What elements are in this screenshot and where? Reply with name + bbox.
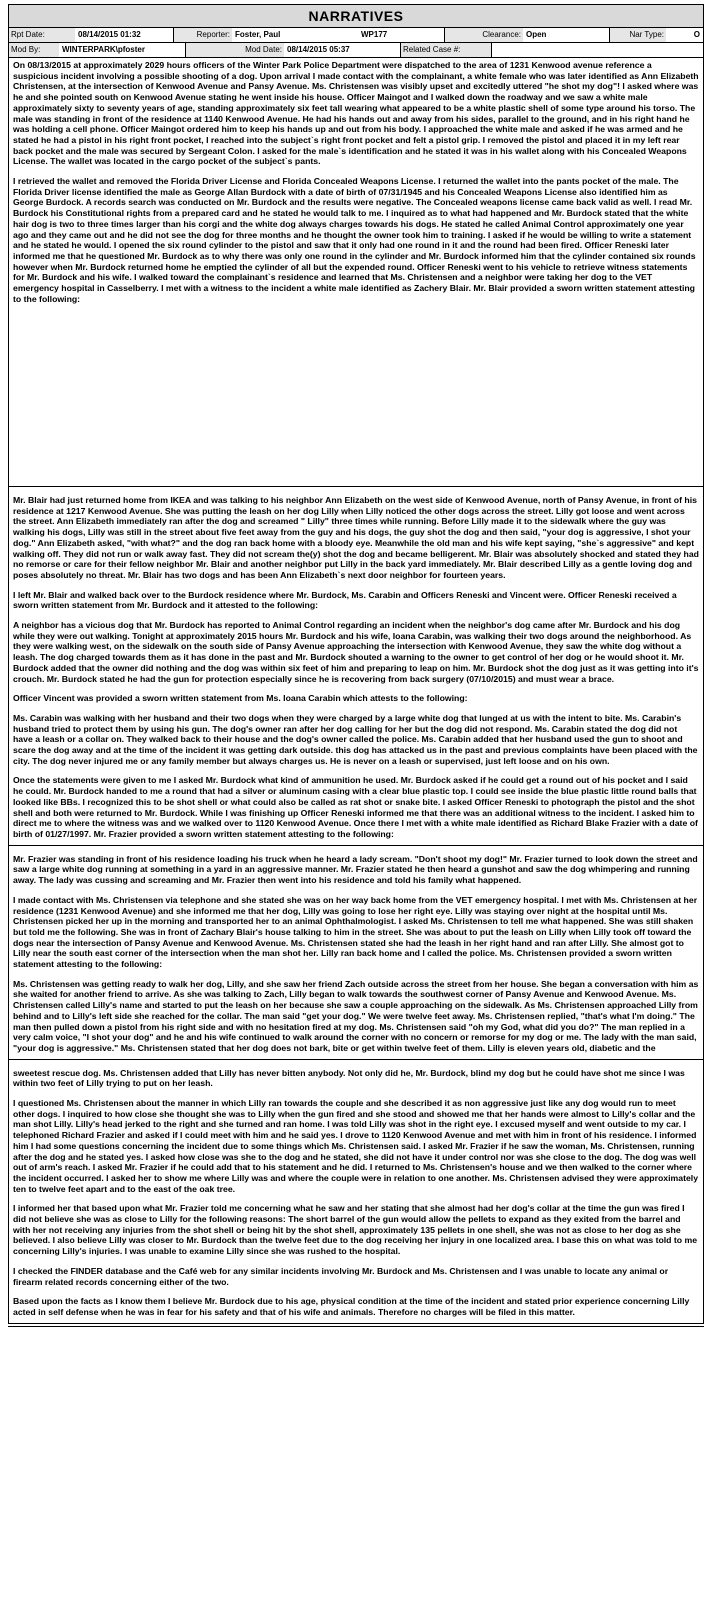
narrative-paragraph: Ms. Carabin was walking with her husband and their two dogs when they were charged by a large white dog that lunged at us with the intent to bite. Ms. Carabin's husband tried to protect them by using his gun. The dog's owner ran after her dog calling for her but the dog did not respond. Ms. Carabin stated the dog did not have a leash or a collar on. They walked back to their house and the dog's owner called the police. Ms. Carabin added that her husband used the gun to shoot and scare the dog away and at the time of the incident it was getting dark outside. this dog has attacked us in the past and previous complaints have been placed with the city. The dog never injured me or any family member but always charges us. He is never on a leash or supervised, just left loose and on his own. xyxy=(13,712,698,766)
clearance-label: Clearance: xyxy=(445,28,523,42)
narrative-paragraph: Mr. Frazier was standing in front of his residence loading his truck when he heard a lady scream. "Don't shoot my dog!" Mr. Frazier turned to look down the street and saw a large white dog running at something in a yard in an aggressive manner. Mr. Frazier stated he then heard a gunshot and saw the dog whimpering and running away. The lady was cussing and screaming and Mr. Frazier then went into his residence and told his family what happened. xyxy=(13,853,698,886)
narrative-paragraph: Once the statements were given to me I asked Mr. Burdock what kind of ammunition he used. Mr. Burdock asked if he could get a round out of his pocket and I said he could. Mr. Burdock handed to me a round that had a silver or aluminum casing with a clear blue plastic top. I could see inside the blue plastic little round balls that looked like BBs. I recognized this to be shot shell or what could also be called as rat shot or snake bite. I asked Officer Reneski to photograph the pistol and the shot shell and both were returned to Mr. Burdock. While I was finishing up Officer Reneski informed me that there was an additional witness to the incident. I asked him to direct me to where the witness was and we walked over to 1120 Kenwood Avenue. Once there I met with a white male identified as Richard Blake Frazier with a date of birth of 01/27/1997. Mr. Frazier provided a sworn written statement attesting to the following: xyxy=(13,775,698,839)
narrative-section-3 xyxy=(8,852,704,1060)
mod-by-label: Mod By: xyxy=(9,43,59,57)
narrative-paragraph: sweetest rescue dog. Ms. Christensen added that Lilly has never bitten anybody. Not only did he, Mr. Burdock, blind my dog but he could have shot me since I was within two feet of Lilly trying to put on her leash. xyxy=(13,1067,685,1089)
narrative-section-1 xyxy=(8,58,704,487)
narrative-paragraph: I questioned Ms. Christensen about the manner in which Lilly ran towards the couple and she described it as non aggressive just like any dog would run to meet other dogs. I inquired to how close she thought she was to Lilly when the gun fired and she stood and showed me that her hands were almost to Lilly's collar and the man shot Lilly. Lilly's head jerked to the right and she turned and ran home. I was told Lilly was shot in the right eye. I excused myself and went outside to my car. I telephoned Richard Frazier and asked if I could meet with him and he said yes. I drove to 1120 Kenwood Avenue and met with him in front of his residence. I informed him I had some questions concerning the incident due to some things which Ms. Christensen said. I asked Mr. Frazier if he saw the woman, Ms. Christensen, running after the dog and he stated yes. I asked how close was she to the dog and he stated, she did not have it under control nor was she close to the dog. The dog was well out of arm's reach. I asked Mr. Frazier if he could add that to his statement and he did. I returned to Ms. Christensen's house and we then walked to the corner where the incident occurred. I asked her to show me where Lilly was and where the couple were in relation to one another. Ms. Christensen advised they were approximately ten to twelve feet apart and to the east of the oak tree. xyxy=(13,1098,699,1194)
narrative-paragraph: I informed her that based upon what Mr. Frazier told me concerning what he saw and her stating that she almost had her dog's collar at the time the gun was fired I did not believe she was as close to Lilly for the following reasons: The short barrel of the gun would allow the pellets to expand as they exited from the barrel and with her not receiving any injuries from the shot shell or being hit by the shot shell, approximately 135 pellets in one shell, she was not as close to her dog as she believed. I also believe Lilly was closer to Mr. Burdock than the twelve feet due to the dog receiving her injury in one localized area. I base this on what was told to me concerning Lilly's injuries. I was unable to examine Lilly since she was rushed to the hospital. xyxy=(13,1203,698,1257)
narrative-paragraph: Mr. Blair had just returned home from IKEA and was talking to his neighbor Ann Elizabeth on the west side of Kenwood Avenue, north of Pansy Avenue, in front of his residence at 1217 Kenwood Avenue. She was putting the leash on her dog Lilly when Lilly noticed the other dogs across the street. Lilly got loose and went across the street. Ann Elizabeth immediately ran after the dog and screamed " Lilly" three times while running. Before Lilly made it to the sidewalk where the guy was walking his dogs, Lilly was still in the street about five feet away from the guy and his dogs, the guy shot the dog and then said, "your dog is aggressive, I shot your dog." Ann Elizabeth asked, "with what?" and the dog ran back home with a bloody eye. Meanwhile the old man and his wife kept saying, "she`s aggressive" and kept walking off. They did not run or walk away fast. They did not scream the(y) shot the dog and became belligerent. Mr. Blair was absolutely shocked and stated they had no remorse or care for their fellow neighbor Mr. Blair and another neighbor put Lilly in the back yard immediately. Mr. Blair described Lilly as a gentle loving dog and poses absolutely no threat. Mr. Blair has two dogs and has been Ann Elizabeth`s next door neighbor for fourteen years. xyxy=(13,495,699,580)
narrative-paragraph: I left Mr. Blair and walked back over to the Burdock residence where Mr. Burdock, Ms. Carabin and Officers Reneski and Vincent were. Officer Reneski received a sworn written statement from Mr. Burdock and it attested to the following: xyxy=(13,589,677,611)
reporter-badge: WP177 xyxy=(358,28,445,42)
narrative-paragraph: A neighbor has a vicious dog that Mr. Burdock has reported to Animal Control regarding an incident when the neighbor's dog came after Mr. Burdock and his dog while they were out walking. Tonight at approximately 2015 hours Mr. Burdock and his wife, Ioana Carabin, was walking their two dogs around the neighborhood. As they were walking west, on the sidewalk on the south side of Pansy Avenue approaching the intersection with Kenwood Avenue, they saw the white dog without a leash. The dog charged towards them as it has done in the past and Mr. Burdock shouted a warning to the owner to get control of her dog or he would shoot it. Mr. Burdock added that the owner did nothing and the dog was within six feet of him and preparing to leap on him. Mr. Burdock shot the dog just as it was getting into it's crouch. Mr. Burdock stated he had the gun for protection especially since he is recovering from back surgery (07/10/2015) and must wear a brace. xyxy=(13,620,699,684)
mod-date-label: Mod Date: xyxy=(186,43,284,57)
rpt-date-label: Rpt Date: xyxy=(9,28,75,42)
related-case-label: Related Case #: xyxy=(401,43,492,57)
related-case-value xyxy=(492,43,703,57)
header-row-1 xyxy=(8,28,704,43)
reporter-value: Foster, Paul xyxy=(235,30,281,39)
narrative-paragraph: On 08/13/2015 at approximately 2029 hours officers of the Winter Park Police Department were dispatched to the area of 1231 Kenwood avenue reference a suspicious incident involving a possible shooting of a dog. Upon arrival I made contact with the complainant, a white female who was later identified as Ann Elizabeth Christensen, at the intersection of Kenwood Avenue and Pansy Avenue. Ms. Christensen was visibly upset and excitedly uttered "he shot my dog"! I asked where was he and she pointed south on Kenwood Avenue stating he went inside his house. Officer Maingot and I walked down the roadway and we saw a white male approximately sixty to seventy years of age, standing approximately six feet tall wearing what appeared to be a white plastic shell of some type around his torso. The male was standing in front of the residence at 1140 Kenwood Avenue. He had his hands out and away from his sides, parallel to the ground, and in his right hand he was holding a cell phone. Officer Maingot ordered him to keep his hands up and out from his body. I approached the white male and asked if he was armed and he stated he had a pistol in his right front pocket, I reached into the subject`s right front pocket and felt a pistol grip. I removed the pistol and placed it in my left rear back pocket and the male was secured by Sergeant Colon. I asked for the male`s identification and he stated it was in his wallet along with his Concealed Weapons License. The wallet was located in the cargo pocket of the subject`s pants. xyxy=(13,60,699,167)
mod-date-value: 08/14/2015 05:37 xyxy=(284,43,401,57)
narrative-paragraph: Ms. Christensen was getting ready to walk her dog, Lilly, and she saw her friend Zach outside across the street from her house. She began a conversation with him as she waited for another friend to arrive. As she was talking to Zach, Lilly began to walk towards the southwest corner of Pansy Avenue and Kenwood Avenue. Ms. Christensen called Lilly's name and started to put the leash on her because she saw a couple approaching on the sidewalk. As Ms. Christensen approached Lilly from behind and to Lilly's left side she reached for the collar. The man said "get your dog." We were twelve feet away. Ms. Christensen replied, "that's what I'm doing." The man then pulled down a pistol from his right side and with no hesitation fired at my dog. Ms. Christensen said "oh my God, what did you do?" The man replied in a very calm voice, "I shot your dog" and he and his wife continued to walk around the corner with no concern or remorse for my dog or me. The lady with the man said, "your dog is aggressive." Ms. Christensen stated that her dog does not bark, bite or get within twelve feet of them. Lilly is eleven years old, diabetic and the xyxy=(13,978,699,1053)
clearance-value: Open xyxy=(523,28,610,42)
page-footer-rule xyxy=(8,1326,704,1333)
narrative-paragraph: I checked the FINDER database and the Café web for any similar incidents involving Mr. Burdock and Ms. Christensen and I was unable to locate any animal or firearm related records concerning either of the two. xyxy=(13,1265,669,1287)
reporter-label: Reporter: xyxy=(174,28,232,42)
nar-type-label: Nar Type: xyxy=(610,28,666,42)
rpt-date-value: 08/14/2015 01:32 xyxy=(75,28,174,42)
header-row-2 xyxy=(8,43,704,58)
narrative-section-4 xyxy=(8,1066,704,1324)
narrative-paragraph: I retrieved the wallet and removed the Florida Driver License and Florida Concealed Weapons License. I returned the wallet into the pants pocket of the male. The Florida Driver license identified the male as George Allan Burdock with a date of birth of 07/31/1945 and his Concealed Weapons License also identified him as George Burdock. A records search was conducted on Mr. Burdock and the results were negative. The Concealed weapons license came back valid as well. I read Mr. Burdock his Constitutional rights from a prepared card and he stated he would talk to me. I inquired as to what had happened and Mr. Burdock stated that the white hair dog is two to three times larger than his corgi and the white dog always charges towards his dogs. He stated he called Animal Control approximately one year ago and they came out and he did not see the dog for three months and he thought the owner took him to training. I asked if he would be willing to write a statement and he stated he would. I opened the six round cylinder to the pistol and saw that it only had one round in it and the round had been fired. Officer Reneski later informed me that he questioned Mr. Burdock as to why there was only one round in the cylinder and Mr. Burdock informed him that the cylinder contained six rounds however when Mr. Burdock returned home he emptied the cylinder of all but the expended round. Officer Reneski went to his vehicle to retrieve witness statements for Mr. Burdock and his wife. I walked toward the complainant`s residence and learned that Ms. Christensen and a neighbor were taking her dog to the VET emergency hospital in Casselberry. I met with a witness to the incident a white male identified as Zachery Blair. Mr. Blair provided a sworn written statement attesting to the following: xyxy=(13,176,696,304)
nar-type-value: O xyxy=(693,30,700,39)
narrative-paragraph: Based upon the facts as I know them I believe Mr. Burdock due to his age, physical condition at the time of the incident and stated prior experience concerning Lilly acted in self defense when he was in fear for his safety and that of his wife and animals. Therefore no charges will be filed in this matter. xyxy=(13,1296,690,1317)
narratives-report xyxy=(8,4,704,1333)
report-title: NARRATIVES xyxy=(8,4,704,28)
narrative-section-2 xyxy=(8,493,704,846)
narrative-paragraph: I made contact with Ms. Christensen via telephone and she stated she was on her way back home from the VET emergency hospital. I met with Ms. Christensen at her residence (1231 Kenwood Avenue) and she informed me that her dog, Lilly was going to lose her right eye. Lilly was staying over night at the hospital until Ms. Christensen picked her up in the morning and transported her to an animal Ophthalmologist. I asked Ms. Christensen to tell me what happened. She was still shaken but told me the following. She was in front of Zachary Blair's house talking to him in the street. She was about to put the leash on Lilly when Lilly took off toward the dogs near the intersection of Pansy Avenue and Kenwood Avenue. Ms. Christensen stated she had the leash in her right hand and ran after Lilly. She almost got to Lilly near the south east corner of the intersection when the man shot her. Lilly ran back home and I called the police. Ms. Christensen provided a sworn written statement attesting to the following: xyxy=(13,894,698,970)
narrative-paragraph: Officer Vincent was provided a sworn written statement from Ms. Ioana Carabin which attests to the following: xyxy=(13,693,468,704)
mod-by-value: WINTERPARK\pfoster xyxy=(59,43,186,57)
